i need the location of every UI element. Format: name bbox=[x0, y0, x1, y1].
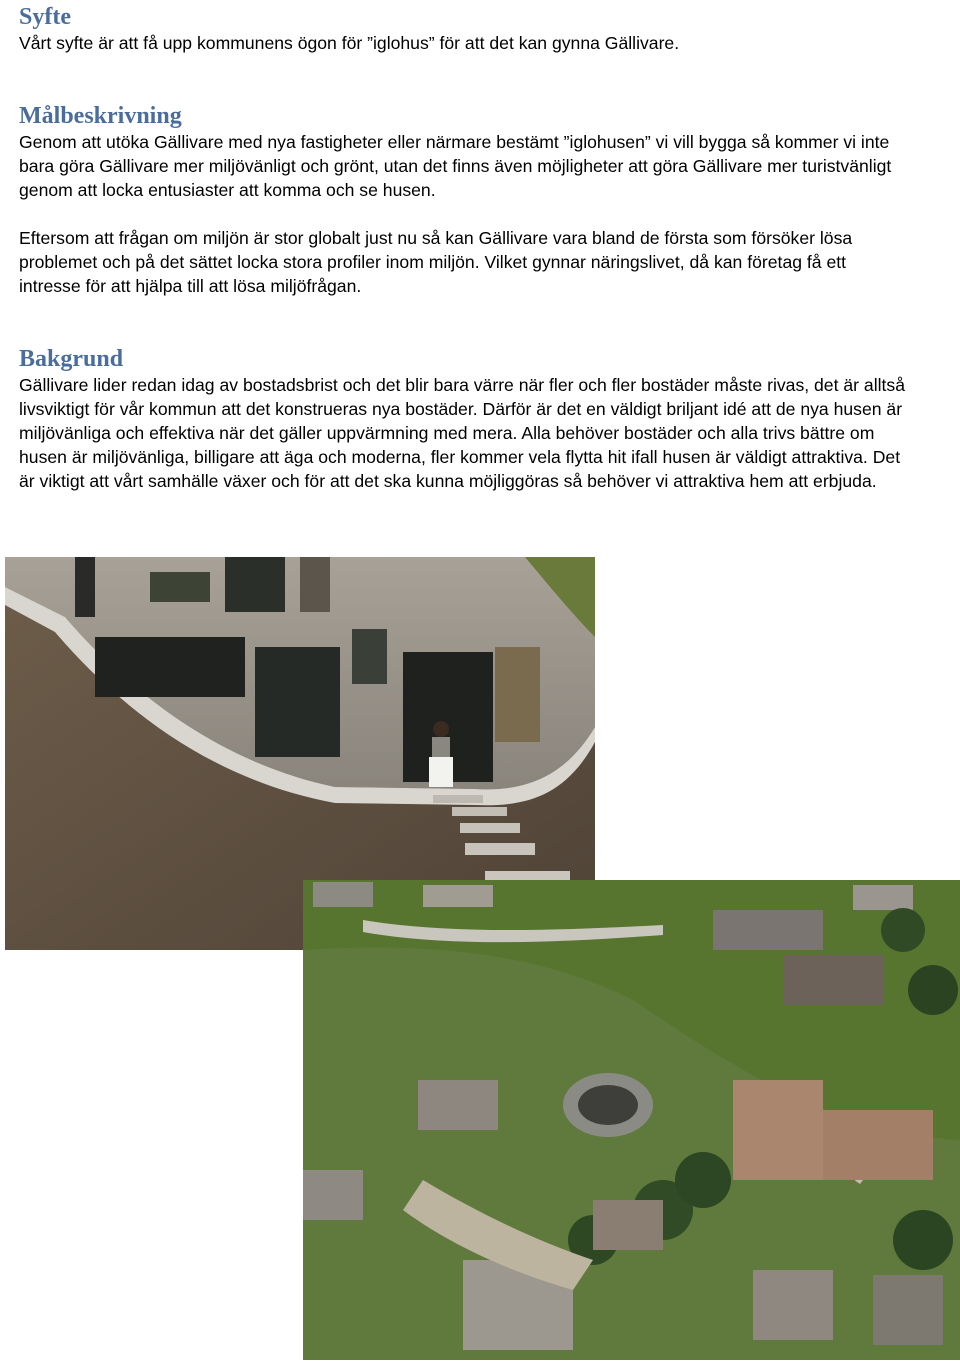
aerial-village-photo bbox=[303, 880, 960, 1360]
bakgrund-text: Gällivare lider redan idag av bostadsbrist och det blir bara värre när fler och fler bostäder måste rivas, det är alltså livsviktigt för vår kommun att det konstrueras nya bostäder. Därför är det en väldigt briljant idé att de nya husen är miljövänliga och effektiva när det gäller uppvärmning med mera. Alla behöver bostäder och alla trivs bättre om husen är miljövänliga, billigare att äga och moderna, fler kommer vela flytta hit ifall husen är väldigt attraktiva. Det är viktigt att vårt samhälle växer och för att det ska kunna möjliggöras så behöver vi attraktiva hem att erbjuda. bbox=[19, 375, 905, 491]
syfte-text: Vårt syfte är att få upp kommunens ögon för ”iglohus” för att det kan gynna Gällivare. bbox=[19, 33, 680, 53]
heading-syfte: Syfte bbox=[19, 4, 71, 30]
heading-bakgrund: Bakgrund bbox=[19, 346, 124, 372]
heading-malbeskrivning: Målbeskrivning bbox=[19, 103, 182, 129]
malbeskrivning-paragraph-1: Genom att utöka Gällivare med nya fastigheter eller närmare bestämt ”iglohusen” vi vill bygga så kommer vi inte bara göra Gällivare mer miljövänligt och grönt, utan det finns även möjligheter att göra Gällivare mer turistvänligt genom att locka entusiaster att komma och se husen. bbox=[19, 132, 892, 200]
malbeskrivning-paragraph-2: Eftersom att frågan om miljön är stor globalt just nu så kan Gällivare vara bland de första som försöker lösa problemet och på det sättet locka stora profiler inom miljön. Vilket gynnar näringslivet, då kan företag få ett intresse för att hjälpa till att lösa miljöfrågan. bbox=[19, 228, 853, 296]
